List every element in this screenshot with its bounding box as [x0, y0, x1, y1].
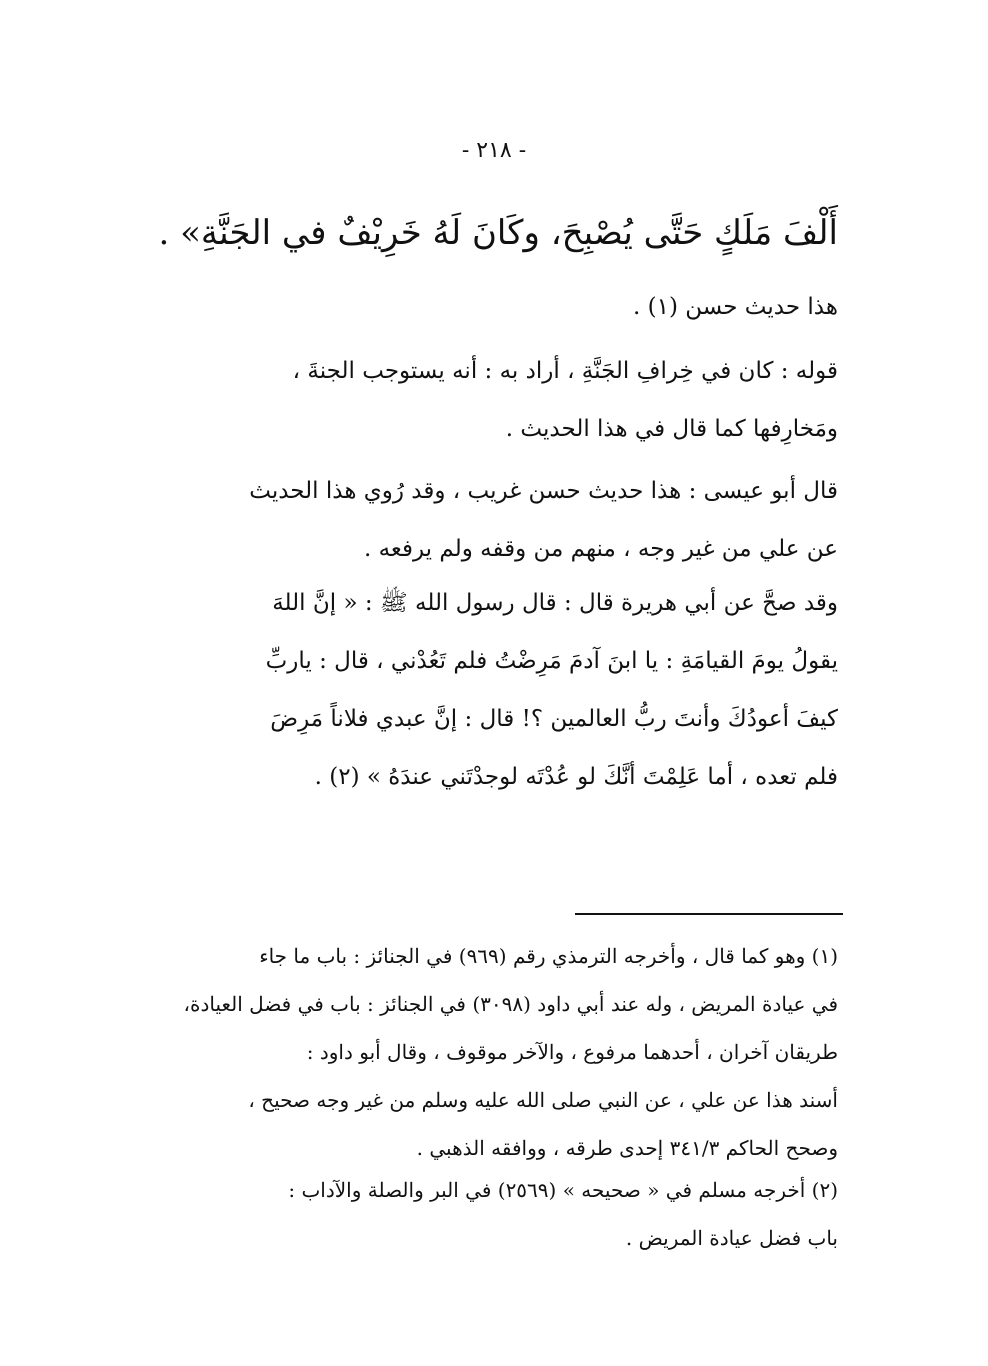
footnote-line: (١) وهو كما قال ، وأخرجه الترمذي رقم (٩٦٩) في الجنائز : باب ما جاء [259, 944, 838, 968]
text-line: فلم تعده ، أما عَلِمْتَ أنَّكَ لو عُدْتَه لوجدْتَني عندَهُ » (٢) . [314, 764, 838, 790]
second-hadith-paragraph [150, 574, 838, 806]
text-line: عن علي من غير وجه ، منهم من وقفه ولم يرفعه . [363, 536, 838, 562]
text-line: قوله : كان في خِرافِ الجَنَّةِ ، أراد به : أنه يستوجب الجنةَ ، [292, 358, 838, 384]
text-line: يقولُ يومَ القيامَةِ : يا ابنَ آدمَ مَرِضْتُ فلم تَعُدْني ، قال : ياربِّ [265, 648, 838, 674]
footnote-line: في عيادة المريض ، وله عند أبي داود (٣٠٩٨) في الجنائز : باب في فضل العيادة، [183, 992, 838, 1016]
footnote-line: وصحح الحاكم ٣٤١/٣ إحدى طرقه ، ووافقه الذهبي . [416, 1136, 838, 1160]
hadith-ending: أَلْفَ مَلَكٍ حَتَّى يُصْبِحَ، وكَانَ لَهُ خَرِيْفٌ في الجَنَّةِ» . [158, 213, 838, 253]
page-number: - ٢١٨ - [461, 138, 527, 163]
abu-isa-paragraph [150, 462, 838, 578]
explanation-paragraph [150, 342, 838, 458]
footnote-line: أسند هذا عن علي ، عن النبي صلى الله عليه وسلم من غير وجه صحيح ، [248, 1088, 838, 1112]
text-line: ومَخارِفها كما قال في هذا الحديث . [505, 416, 838, 442]
footnote-2 [150, 1166, 838, 1262]
hadith-grade: هذا حديث حسن (١) . [633, 294, 838, 320]
footnote-line: (٢) أخرجه مسلم في « صحيحه » (٢٥٦٩) في البر والصلة والآداب : [288, 1178, 838, 1202]
footnote-divider [575, 913, 843, 915]
text-line: وقد صحَّ عن أبي هريرة قال : قال رسول الله ﷺ : « إنَّ اللهَ [272, 590, 838, 616]
footnote-line: باب فضل عيادة المريض . [625, 1226, 838, 1250]
footnote-1 [150, 932, 838, 1172]
footnote-line: طريقان آخران ، أحدهما مرفوع ، والآخر موقوف ، وقال أبو داود : [306, 1040, 838, 1064]
text-line: كيفَ أعودُكَ وأنتَ ربُّ العالمين ؟! قال : إنَّ عبدي فلاناً مَرِضَ [270, 706, 838, 732]
text-line: قال أبو عيسى : هذا حديث حسن غريب ، وقد رُوي هذا الحديث [249, 478, 838, 504]
